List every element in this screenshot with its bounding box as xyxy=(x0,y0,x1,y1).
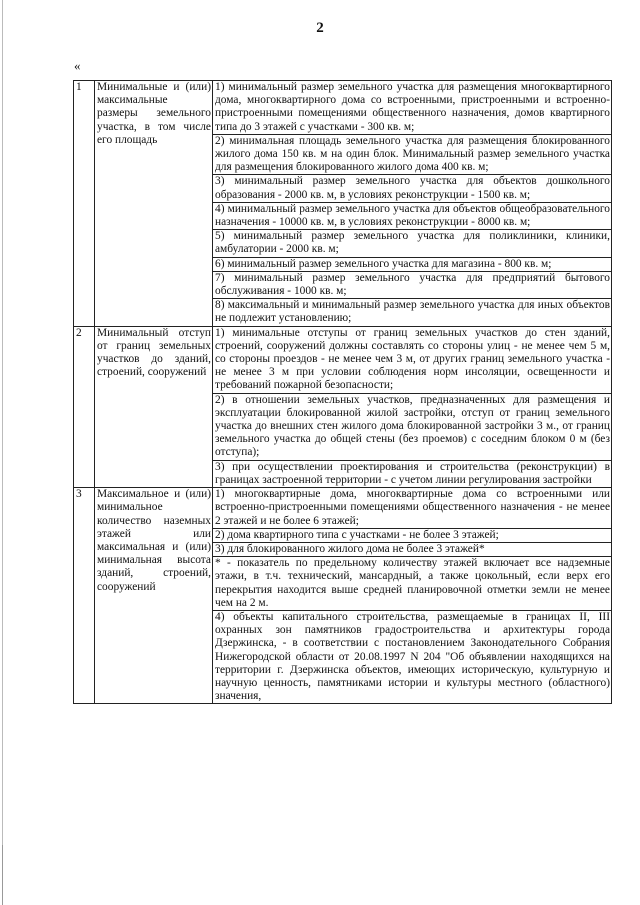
scan-edge-line xyxy=(2,0,3,905)
parameter-values xyxy=(213,81,612,327)
page-number: 2 xyxy=(316,20,324,36)
row-number: 1 xyxy=(74,81,95,327)
row-number: 3 xyxy=(74,488,95,704)
parameter-name: Максимальное и (или) минимальное количество наземных этажей или максимальная и (или) минимальная высота зданий, строений, сооружений xyxy=(95,488,213,704)
row-number: 2 xyxy=(74,326,95,487)
list-item: 5) минимальный размер земельного участка для поликлиники, клиники, амбулатории - 2000 кв. м; xyxy=(213,230,611,257)
list-item: 7) минимальный размер земельного участка для предприятий бытового обслуживания - 1000 кв. м; xyxy=(213,272,611,299)
scan-edge-smudge xyxy=(2,845,3,905)
list-item: 2) дома квартирного типа с участками - не более 3 этажей; xyxy=(213,529,611,543)
list-item: 3) для блокированного жилого дома не более 3 этажей* xyxy=(213,543,611,557)
regulations-table xyxy=(73,80,612,704)
parameter-name: Минимальный отступ от границ земельных участков до зданий, строений, сооружений xyxy=(95,326,213,487)
list-item: 8) максимальный и минимальный размер земельного участка для иных объектов не подлежит установлению; xyxy=(215,299,610,325)
list-item: 6) минимальный размер земельного участка для магазина - 800 кв. м; xyxy=(213,258,611,272)
parameter-values xyxy=(213,488,612,704)
list-item: 3) минимальный размер земельного участка для объектов дошкольного образования - 2000 кв. м, в условиях реконструкции - 1500 кв. м; xyxy=(213,175,611,202)
table-row xyxy=(74,326,612,487)
list-item: 1) минимальные отступы от границ земельных участков до стен зданий, строений, сооружений должны составлять со стороны улиц - не менее чем 5 м, со стороны проездов - не менее чем 3 м, от других границ земельного участка - не менее 3 м при условии соблюдения норм инсоляции, освещенности и требований пожарной безопасности; xyxy=(213,327,611,394)
table-row xyxy=(74,81,612,327)
list-item: * - показатель по предельному количеству этажей включает все надземные этажи, в т.ч. технический, мансардный, а также цокольный, если верх его перекрытия находится выше средней планировочной отметки земли не менее чем на 2 м. xyxy=(213,557,611,611)
parameter-values xyxy=(213,326,612,487)
list-item: 1) минимальный размер земельного участка для размещения многоквартирного дома, многоквартирного дома со встроенными, пристроенными и встроенно-пристроенными помещениями общественного назначения, домов квартирного типа до 3 этажей с участками - 300 кв. м; xyxy=(213,81,611,135)
list-item: 4) минимальный размер земельного участка для объектов общеобразовательного назначения - 10000 кв. м, в условиях реконструкции - 8000 кв. м; xyxy=(213,203,611,230)
opening-quote-mark: « xyxy=(74,58,81,73)
list-item: 4) объекты капитального строительства, размещаемые в границах II, III охранных зон памятников градостроительства и архитектуры города Дзержинска, - в соответствии с постановлением Законодательного Собрания Нижегородской области от 20.08.1997 N 204 "Об объявлении находящихся на территории г. Дзержинска объектов, имеющих историческую, культурную и научную ценность, памятниками истории и культуры местного (областного) значения, xyxy=(215,610,610,703)
list-item: 2) минимальная площадь земельного участка для размещения блокированного жилого дома 150 кв. м на один блок. Минимальный размер земельного участка для размещения блокированного жилого дома 400 кв. м; xyxy=(213,135,611,176)
list-item: 1) многоквартирные дома, многоквартирные дома со встроенными или встроенно-пристроенными помещениями общественного назначения - не менее 2 этажей и не более 6 этажей; xyxy=(213,488,611,529)
list-item: 3) при осуществлении проектирования и строительства (реконструкции) в границах застроенной территории - с учетом линии регулирования застройки xyxy=(215,460,610,486)
parameter-name: Минимальные и (или) максимальные размеры земельного участка, в том числе его площадь xyxy=(95,81,213,327)
table-row xyxy=(74,488,612,704)
list-item: 2) в отношении земельных участков, предназначенных для размещения и эксплуатации блокированной жилой застройки, отступ от границ земельного участка до внешних стен жилого дома блокированной застройки 3 м., от границ земельного участка до общей стены (без проемов) с соседним блоком 0 м (без отступа); xyxy=(213,394,611,461)
